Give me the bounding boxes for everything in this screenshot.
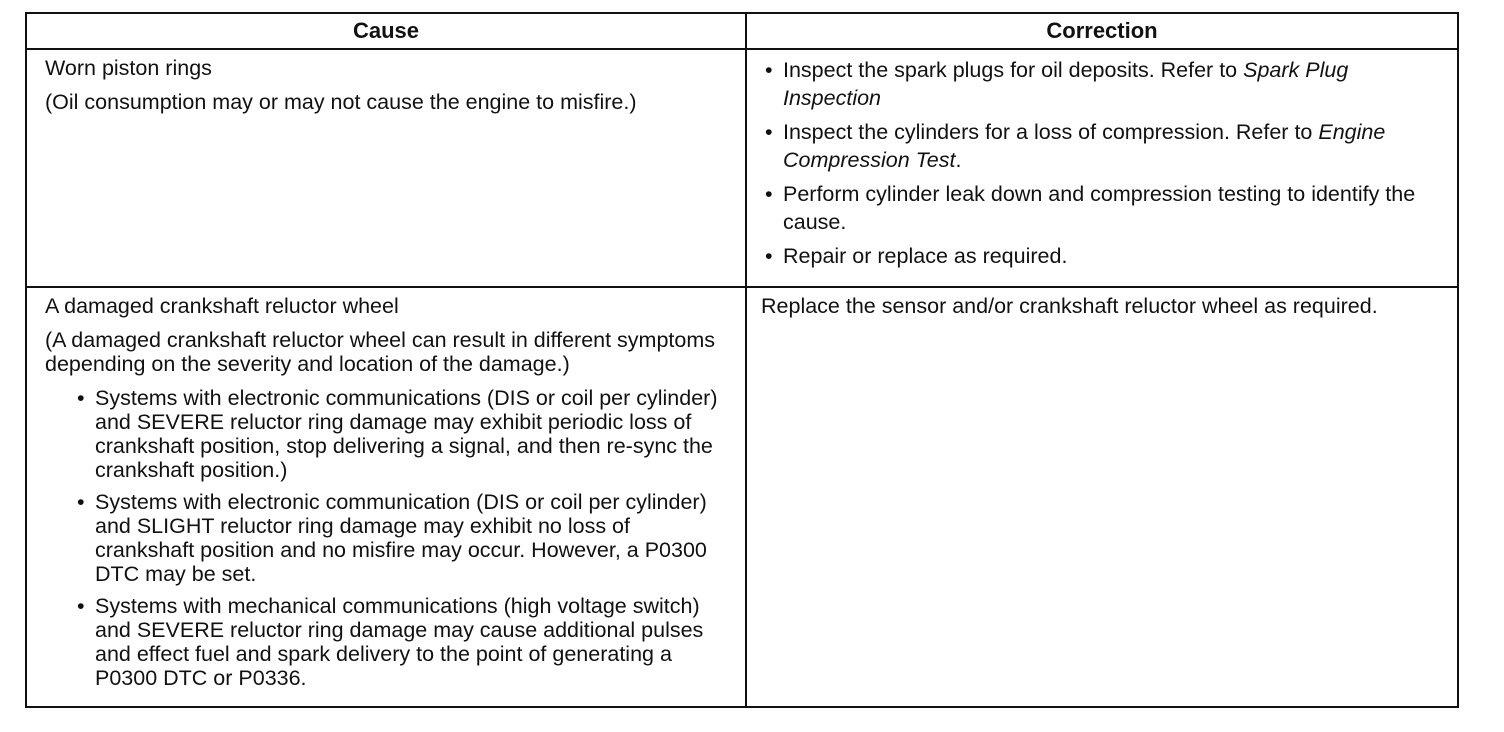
reference-link: Spark Plug Inspection (783, 58, 1349, 110)
correction-cell (746, 287, 1458, 707)
list-item: • Systems with mechanical communications (high voltage switch) and SEVERE reluctor ring damage may cause additional pulses and effect fuel and spark delivery to the point of generating a P0300 DTC or P0336. (73, 594, 733, 690)
header-cause: Cause (26, 13, 746, 49)
list-item: • Repair or replace as required. (761, 242, 1443, 270)
header-correction: Correction (746, 13, 1458, 49)
list-item: • Inspect the spark plugs for oil deposits. Refer to Spark Plug Inspection (761, 56, 1443, 112)
cause-title: A damaged crankshaft reluctor wheel (45, 294, 399, 318)
diagnostic-table (25, 12, 1459, 708)
list-item: • Inspect the cylinders for a loss of compression. Refer to Engine Compression Test. (761, 118, 1443, 174)
table-row (26, 287, 1458, 707)
list-item: • Perform cylinder leak down and compression testing to identify the cause. (761, 180, 1443, 236)
cause-note: (Oil consumption may or may not cause the engine to misfire.) (45, 90, 637, 114)
cause-cell (26, 287, 746, 707)
header-row (26, 13, 1458, 49)
correction-cell (746, 49, 1458, 287)
correction-list (761, 56, 1443, 270)
cause-bullet-list (73, 386, 733, 690)
cause-title: Worn piston rings (45, 56, 212, 80)
table-row (26, 49, 1458, 287)
list-item: • Systems with electronic communication (DIS or coil per cylinder) and SLIGHT reluctor ring damage may exhibit no loss of crankshaft position and no misfire may occur. However, a P0300 DTC may be set. (73, 490, 733, 586)
reference-link: Engine Compression Test (783, 120, 1386, 172)
correction-text: Replace the sensor and/or crankshaft reluctor wheel as required. (761, 294, 1378, 318)
cause-note: (A damaged crankshaft reluctor wheel can result in different symptoms depending on the severity and location of the damage.) (45, 328, 716, 376)
list-item: • Systems with electronic communications (DIS or coil per cylinder) and SEVERE reluctor ring damage may exhibit periodic loss of crankshaft position, stop delivering a signal, and then re-sync the crankshaft position.) (73, 386, 733, 482)
cause-cell (26, 49, 746, 287)
